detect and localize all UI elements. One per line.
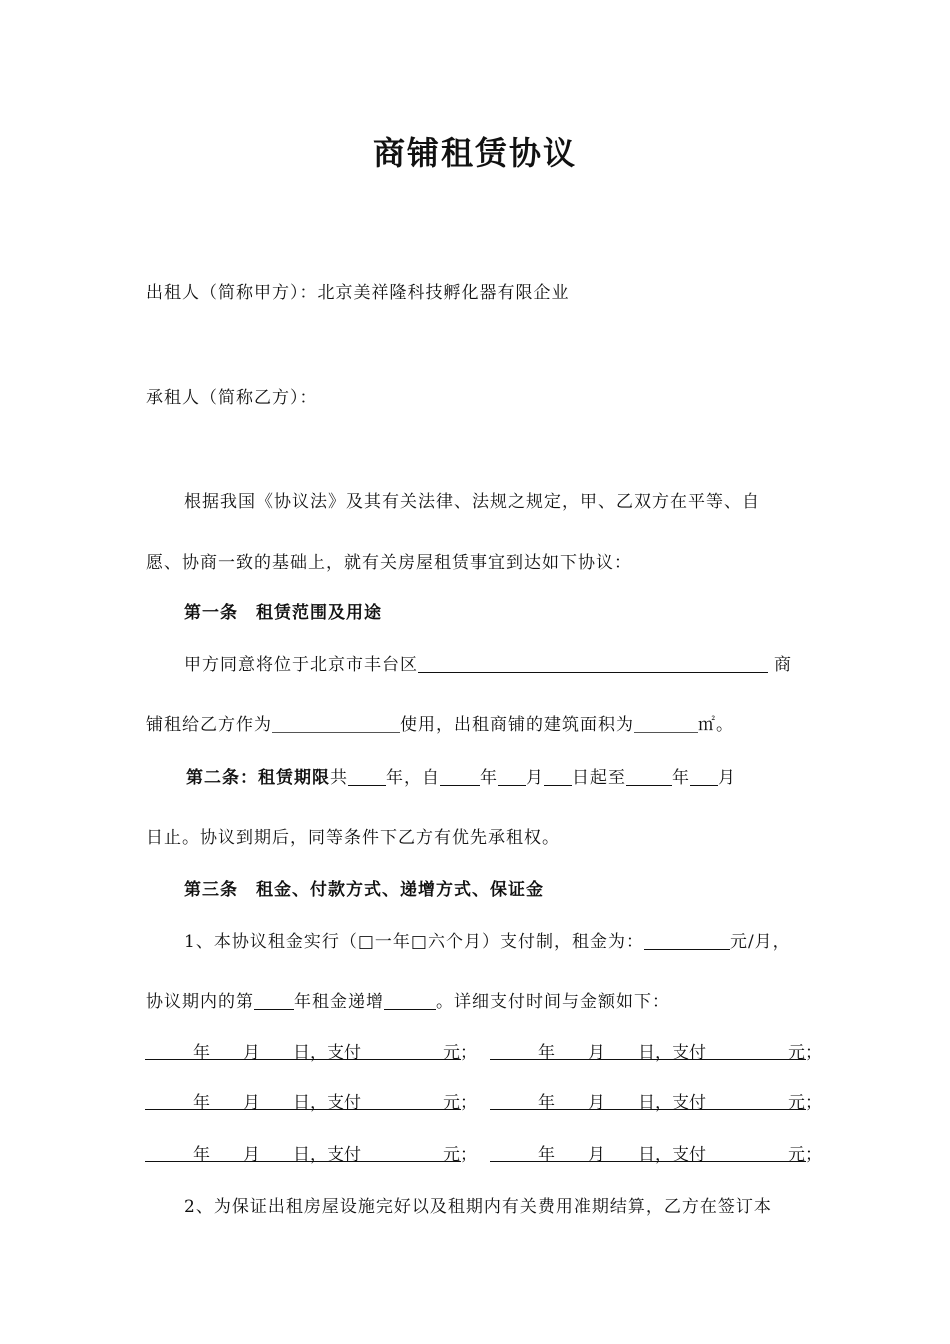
end-year-label: 年 <box>672 768 690 788</box>
payment-year-label: 年 <box>538 1145 555 1165</box>
article-3-line-3: 2、为保证出租房屋设施完好以及租期内有关费用准期结算，乙方在签订本 <box>184 1197 772 1217</box>
start-month-label: 月 <box>526 768 544 788</box>
article-2-heading: 第二条：租赁期限 <box>186 768 330 788</box>
payment-year-label: 年 <box>193 1043 210 1063</box>
intro-line-2: 愿、协商一致的基础上，就有关房屋租赁事宜到达如下协议： <box>146 553 632 573</box>
usage-blank[interactable] <box>272 714 400 733</box>
increase-year-blank[interactable] <box>254 991 294 1010</box>
article-2-line-2: 日止。协议到期后，同等条件下乙方有优先承租权。 <box>146 828 560 848</box>
increase-rate-text: 年租金递增 <box>294 992 384 1012</box>
payment-day-label: 日，支付 <box>638 1145 706 1165</box>
article-3-line-2 <box>146 987 670 1012</box>
start-month-blank[interactable] <box>498 767 526 786</box>
payment-yuan-label: 元； <box>443 1043 477 1063</box>
payment-day-label: 日，支付 <box>638 1093 706 1113</box>
rent-text: 1、本协议租金实行（□一年□六个月）支付制，租金为： <box>184 932 644 952</box>
start-day-label: 日起至 <box>572 768 626 788</box>
payment-day-label: 日，支付 <box>293 1093 361 1113</box>
payment-day-label: 日，支付 <box>293 1043 361 1063</box>
payment-day-label: 日，支付 <box>293 1145 361 1165</box>
address-blank[interactable] <box>418 654 768 673</box>
start-year-label: 年 <box>480 768 498 788</box>
payment-yuan-label: 元； <box>443 1145 477 1165</box>
document-title: 商铺租赁协议 <box>372 134 577 172</box>
payment-yuan-label: 元； <box>443 1093 477 1113</box>
payment-yuan-label: 元； <box>788 1145 822 1165</box>
payment-yuan-label: 元； <box>788 1093 822 1113</box>
end-year-blank[interactable] <box>626 767 672 786</box>
payment-month-label: 月 <box>588 1043 605 1063</box>
payment-schedule-intro: 。详细支付时间与金额如下： <box>436 992 670 1012</box>
payment-month-label: 月 <box>243 1145 260 1165</box>
payment-entry[interactable] <box>145 1038 477 1063</box>
payment-year-label: 年 <box>538 1093 555 1113</box>
rent-amount-blank[interactable] <box>644 931 730 950</box>
intro-line-1: 根据我国《协议法》及其有关法律、法规之规定，甲、乙双方在平等、自 <box>184 492 760 512</box>
term-from-text: 年，自 <box>386 768 440 788</box>
lessee-line: 承租人（简称乙方）： <box>146 388 318 408</box>
article-1-heading: 第一条 租赁范围及用途 <box>184 603 382 623</box>
term-total-text: 共 <box>330 768 348 788</box>
article-3-heading: 第三条 租金、付款方式、递增方式、保证金 <box>184 880 544 900</box>
payment-entry[interactable] <box>490 1140 822 1165</box>
start-day-blank[interactable] <box>544 767 572 786</box>
article-1-location-text: 甲方同意将位于北京市丰台区 <box>184 655 418 675</box>
payment-month-label: 月 <box>588 1093 605 1113</box>
payment-month-label: 月 <box>588 1145 605 1165</box>
area-text: 使用，出租商铺的建筑面积为 <box>400 715 634 735</box>
payment-year-label: 年 <box>193 1145 210 1165</box>
article-1-line-2 <box>146 710 734 735</box>
article-2-line-1 <box>186 763 736 788</box>
payment-year-label: 年 <box>538 1043 555 1063</box>
lessor-line: 出租人（简称甲方）：北京美祥隆科技孵化器有限企业 <box>146 283 570 303</box>
article-1-line-1-end: 商 <box>774 655 792 675</box>
usage-text: 铺租给乙方作为 <box>146 715 272 735</box>
payment-entry[interactable] <box>490 1088 822 1113</box>
article-1-line-1 <box>184 650 792 675</box>
increase-text: 协议期内的第 <box>146 992 254 1012</box>
article-3-line-1 <box>184 927 791 952</box>
payment-entry[interactable] <box>490 1038 822 1063</box>
payment-entry[interactable] <box>145 1140 477 1165</box>
term-years-blank[interactable] <box>348 767 386 786</box>
payment-entry[interactable] <box>145 1088 477 1113</box>
area-blank[interactable] <box>634 714 698 733</box>
payment-year-label: 年 <box>193 1093 210 1113</box>
area-unit: ㎡。 <box>698 715 734 735</box>
payment-day-label: 日，支付 <box>638 1043 706 1063</box>
rent-unit: 元/月， <box>729 932 791 952</box>
payment-yuan-label: 元； <box>788 1043 822 1063</box>
end-month-label: 月 <box>718 768 736 788</box>
end-month-blank[interactable] <box>690 767 718 786</box>
payment-month-label: 月 <box>243 1093 260 1113</box>
start-year-blank[interactable] <box>440 767 480 786</box>
payment-month-label: 月 <box>243 1043 260 1063</box>
increase-rate-blank[interactable] <box>384 991 436 1010</box>
